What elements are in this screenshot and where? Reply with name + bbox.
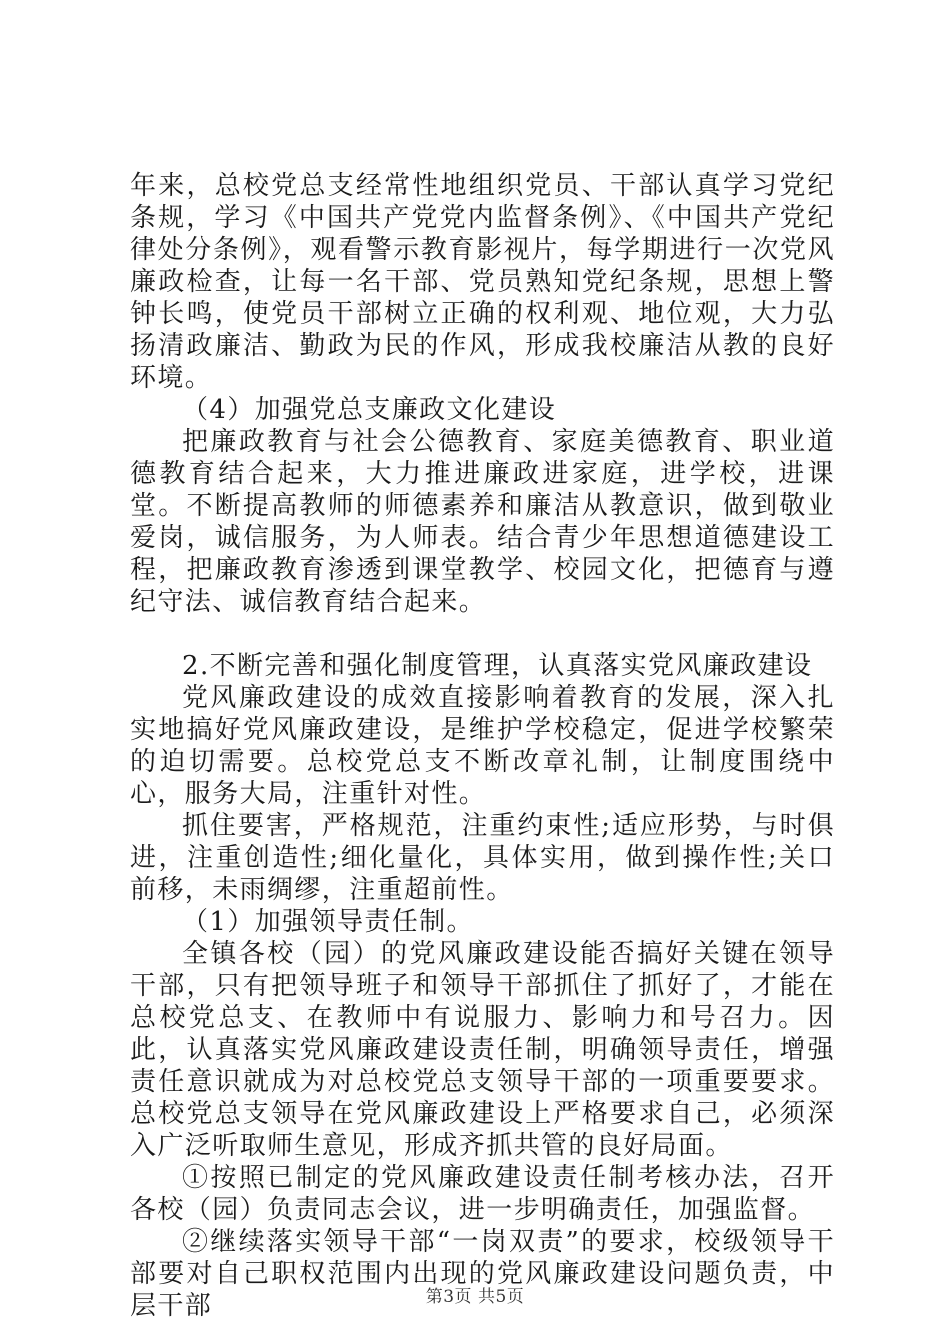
page-footer: 第3页 共5页 [425, 1287, 525, 1307]
section-heading-4: （4）加强党总支廉政文化建设 [182, 395, 557, 425]
paragraph-1: 年来，总校党总支经常性地组织党员、干部认真学习党纪条规，学习《中国共产党党内监督条例》、《中国共产党纪律处分条例》，观看警示教育影视片，每学期进行一次党风廉政检查，让每一名干部、党员熟知党纪条规，思想上警钟长鸣，使党员干部树立正确的权利观、地位观，大力弘扬清政廉洁、勤政为民的作风，形成我校廉洁从教的良好环境。 [130, 171, 835, 393]
section-heading-1: （1）加强领导责任制。 [182, 907, 474, 937]
paragraph-5: 党风廉政建设的成效直接影响着教育的发展，深入扎实地搞好党风廉政建设，是维护学校稳定，促进学校繁荣的迫切需要。总校党总支不断改章礼制，让制度围绕中心，服务大局，注重针对性。 [130, 683, 835, 809]
paragraph-6: 抓住要害，严格规范，注重约束性;适应形势，与时俱进，注重创造性;细化量化，具体实用，做到操作性;关口前移，未雨绸缪，注重超前性。 [130, 811, 835, 905]
list-item-2: ②继续落实领导干部“一岗双责”的要求，校级领导干部要对自己职权范围内出现的党风廉政建设问题负责，中层干部 [130, 1227, 835, 1321]
paragraph-spacer [130, 618, 835, 650]
list-item-1: ①按照已制定的党风廉政建设责任制考核办法，召开各校（园）负责同志会议，进一步明确责任，加强监督。 [130, 1163, 835, 1225]
document-body [130, 170, 835, 1322]
section-heading-2: 2.不断完善和强化制度管理，认真落实党风廉政建设 [182, 651, 813, 681]
paragraph-3: 把廉政教育与社会公德教育、家庭美德教育、职业道德教育结合起来，大力推进廉政进家庭，进学校，进课堂。不断提高教师的师德素养和廉洁从教意识，做到敬业爱岗，诚信服务，为人师表。结合青少年思想道德建设工程，把廉政教育渗透到课堂教学、校园文化，把德育与遵纪守法、诚信教育结合起来。 [130, 427, 835, 617]
paragraph-8: 全镇各校（园）的党风廉政建设能否搞好关键在领导干部，只有把领导班子和领导干部抓住了抓好了，才能在总校党总支、在教师中有说服力、影响力和号召力。因此，认真落实党风廉政建设责任制，明确领导责任，增强责任意识就成为对总校党总支领导干部的一项重要要求。总校党总支领导在党风廉政建设上严格要求自己，必须深入广泛听取师生意见，形成齐抓共管的良好局面。 [130, 939, 835, 1161]
